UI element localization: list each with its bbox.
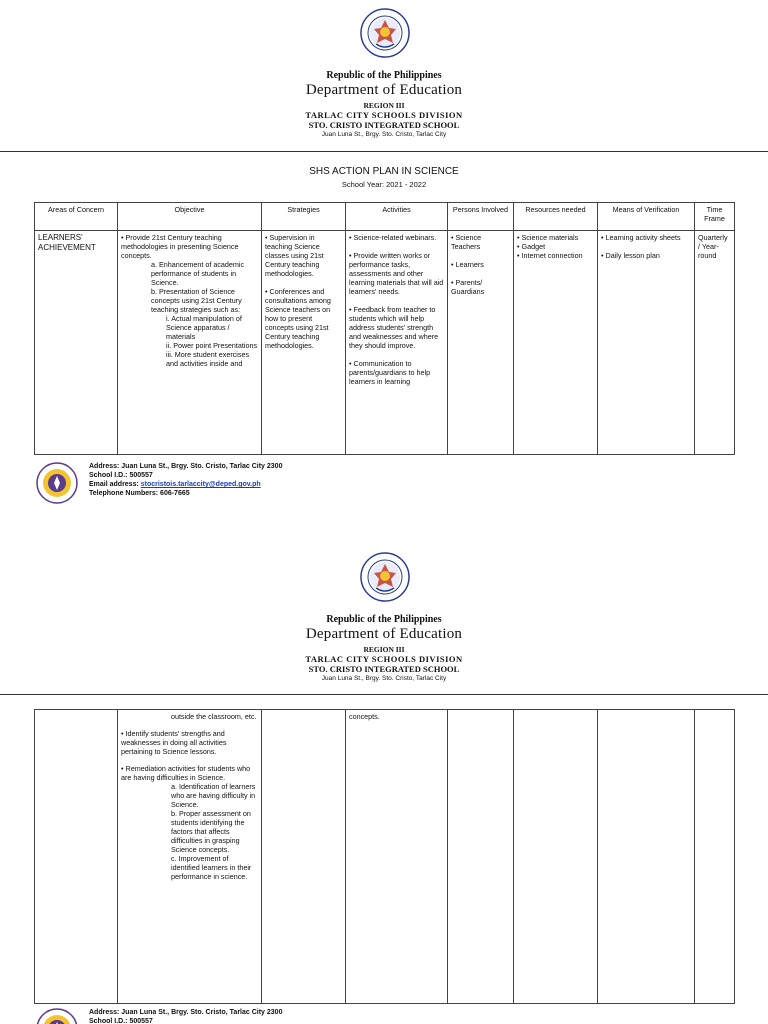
persons-cell	[448, 231, 514, 455]
objective-remediation-items: a. Identification of learners who are having difficulty in Science. b. Proper assessment on students identifying the factors that affects difficulties in grasping Science concepts. c. Improvement of identified learners in their performance in science.	[171, 782, 256, 881]
objective-b: b. Presentation of Science concepts using 21st Century teaching strategies such as:	[151, 287, 242, 314]
republic-label: Republic of the Philippines	[326, 70, 442, 81]
deped-seal-icon	[360, 8, 410, 58]
document-page-2	[0, 545, 768, 1024]
footer-email-line	[89, 480, 282, 489]
resources-cell	[514, 710, 598, 1004]
header-cell: Time Frame	[695, 203, 735, 231]
resources-text: • Science materials • Gadget • Internet connection	[517, 233, 583, 260]
footer-contact	[89, 1008, 282, 1024]
objective-continued: outside the classroom, etc.	[171, 712, 257, 721]
region-label: REGION III	[363, 101, 405, 110]
objective-remediation: • Remediation activities for students who are having difficulties in Science.	[121, 764, 251, 782]
footer	[36, 462, 536, 512]
activities-text: • Science-related webinars. • Provide written works or performance tasks, assessments and other learning materials that will aid learners' needs. • Feedback from teacher to students which will help address students' strength and weaknesses and where they should improve. • Communication to parents/guardians to help learners in learning	[349, 233, 444, 386]
action-plan-table	[34, 202, 735, 455]
division-label: TARLAC CITY SCHOOLS DIVISION	[305, 654, 463, 664]
activities-continued: concepts.	[349, 712, 380, 721]
document-title: SHS ACTION PLAN IN SCIENCE	[309, 166, 459, 177]
activities-cell	[346, 710, 448, 1004]
department-label: Department of Education	[305, 626, 463, 642]
footer-school-id: School I.D.: 500557	[89, 472, 153, 480]
timeframe-cell	[695, 710, 735, 1004]
header-cell: Activities	[346, 203, 448, 231]
department-label: Department of Education	[305, 82, 463, 98]
table-header-row	[35, 203, 735, 231]
verification-cell	[598, 231, 695, 455]
letterhead	[0, 70, 768, 138]
header-cell: Areas of Concern	[35, 203, 118, 231]
strategies-cell	[262, 231, 346, 455]
area-cell	[35, 710, 118, 1004]
persons-cell	[448, 710, 514, 1004]
footer	[36, 1008, 536, 1024]
objective-identify: • Identify students' strengths and weaknesses in doing all activities pertaining to Science lessons.	[121, 729, 227, 756]
letterhead	[0, 614, 768, 682]
objective-b-items: i. Actual manipulation of Science apparatus / materials ii. Power point Presentations iii. More student exercises and activities inside and	[166, 314, 258, 368]
footer-contact	[89, 462, 282, 498]
header-cell: Resources needed	[514, 203, 598, 231]
area-text: LEARNERS' ACHIEVEMENT	[38, 233, 96, 252]
school-year: School Year: 2021 - 2022	[341, 180, 427, 189]
resources-cell	[514, 231, 598, 455]
footer-address: Address: Juan Luna St., Brgy. Sto. Cristo, Tarlac City 2300	[89, 1009, 283, 1016]
header-rule	[0, 151, 768, 152]
school-logo-icon	[36, 1008, 78, 1024]
division-label: TARLAC CITY SCHOOLS DIVISION	[305, 110, 463, 120]
verification-cell	[598, 710, 695, 1004]
footer-telephone: Telephone Numbers: 606-7665	[89, 490, 190, 498]
header-cell: Strategies	[262, 203, 346, 231]
strategies-cell	[262, 710, 346, 1004]
strategies-text: • Supervision in teaching Science classes using 21st Century teaching methodologies. • Conferences and consultations among Science teachers on how to present concepts using 21st Century teaching methodologies.	[265, 233, 331, 350]
header-cell: Means of Verification	[598, 203, 695, 231]
timeframe-cell	[695, 231, 735, 455]
activities-cell	[346, 231, 448, 455]
footer-email-label: Email address:	[89, 481, 141, 489]
area-cell	[35, 231, 118, 455]
footer-school-id: School I.D.: 500557	[89, 1018, 153, 1024]
table-row	[35, 231, 735, 455]
objective-a: a. Enhancement of academic performance of students in Science.	[151, 260, 245, 287]
school-address: Juan Luna St., Brgy. Sto. Cristo, Tarlac City	[321, 131, 447, 138]
verification-text: • Learning activity sheets • Daily lesson plan	[601, 233, 681, 260]
page-gap	[0, 530, 768, 545]
action-plan-table-continued	[34, 709, 735, 1004]
table-row	[35, 710, 735, 1004]
footer-address: Address: Juan Luna St., Brgy. Sto. Cristo, Tarlac City 2300	[89, 463, 283, 470]
deped-seal-icon	[360, 552, 410, 602]
objective-intro: • Provide 21st Century teaching methodologies in presenting Science concepts.	[121, 233, 239, 260]
objective-cell	[118, 231, 262, 455]
school-label: STO. CRISTO INTEGRATED SCHOOL	[308, 120, 460, 130]
header-rule	[0, 694, 768, 695]
school-address: Juan Luna St., Brgy. Sto. Cristo, Tarlac City	[321, 675, 447, 682]
school-label: STO. CRISTO INTEGRATED SCHOOL	[308, 664, 460, 674]
timeframe-text: Quarterly / Year-round	[698, 233, 728, 260]
header-cell: Objective	[118, 203, 262, 231]
republic-label: Republic of the Philippines	[326, 614, 442, 625]
persons-text: • Science Teachers • Learners • Parents/ Guardians	[451, 233, 485, 296]
region-label: REGION III	[363, 645, 405, 654]
school-logo-icon	[36, 462, 78, 504]
footer-email-link[interactable]: stocristois.tarlaccity@deped.gov.ph	[140, 481, 261, 489]
header-cell: Persons Involved	[448, 203, 514, 231]
objective-cell	[118, 710, 262, 1004]
